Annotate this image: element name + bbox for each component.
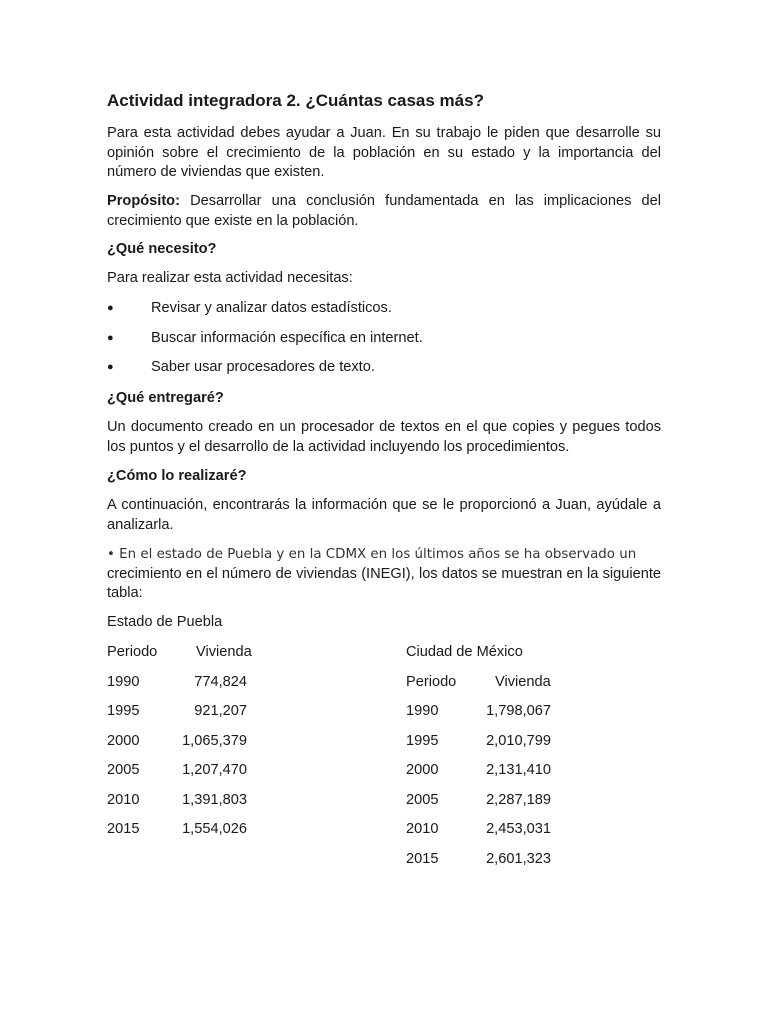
puebla-value: 1,207,470: [182, 762, 247, 778]
document-title: Actividad integradora 2. ¿Cuántas casas más?: [107, 91, 484, 110]
puebla-period: 2010: [107, 792, 140, 808]
bullet-icon: ●: [107, 332, 114, 344]
puebla-value: 1,554,026: [182, 821, 247, 837]
list-item-text: Revisar y analizar datos estadísticos.: [151, 300, 392, 316]
need-heading: ¿Qué necesito?: [107, 241, 217, 257]
cdmx-period: 2000: [406, 762, 439, 778]
cdmx-value: 2,287,189: [486, 792, 551, 808]
purpose-paragraph: [107, 192, 661, 231]
cdmx-value: 2,010,799: [486, 733, 551, 749]
cdmx-value: 2,601,323: [486, 851, 551, 867]
cdmx-value: 1,798,067: [486, 703, 551, 719]
purpose-label: Propósito:: [107, 193, 180, 209]
list-item-text: Buscar información específica en internet.: [151, 330, 423, 346]
document-page: [107, 0, 661, 1024]
purpose-text: Desarrollar una conclusión fundamentada en las implicaciones del crecimiento que existe en la población.: [107, 193, 661, 229]
note-first-line: • En el estado de Puebla y en la CDMX en los últimos años se ha observado un: [107, 547, 637, 562]
cdmx-value: 2,131,410: [486, 762, 551, 778]
puebla-period: 1995: [107, 703, 140, 719]
puebla-value: 774,824: [194, 674, 247, 690]
puebla-value: 921,207: [194, 703, 247, 719]
intro-paragraph: Para esta actividad debes ayudar a Juan. En su trabajo le piden que desarrolle su opinión sobre el crecimiento de la población en su estado y la importancia del número de viviendas que existen.: [107, 125, 661, 180]
puebla-period: 2005: [107, 762, 140, 778]
cdmx-period: 2010: [406, 821, 439, 837]
puebla-header-housing: Vivienda: [196, 644, 252, 660]
bullet-icon: ●: [107, 361, 114, 373]
puebla-header-period: Periodo: [107, 644, 158, 660]
puebla-value: 1,391,803: [182, 792, 247, 808]
cdmx-title: Ciudad de México: [406, 644, 523, 660]
cdmx-period: 1990: [406, 703, 439, 719]
cdmx-period: 2015: [406, 851, 439, 867]
cdmx-period: 2005: [406, 792, 439, 808]
how-paragraph: A continuación, encontrarás la información que se le proporcionó a Juan, ayúdale a analizarla.: [107, 497, 661, 533]
cdmx-period: 1995: [406, 733, 439, 749]
puebla-period: 2015: [107, 821, 140, 837]
note-paragraph: [107, 545, 661, 604]
puebla-value: 1,065,379: [182, 733, 247, 749]
how-heading: ¿Cómo lo realizaré?: [107, 468, 247, 484]
bullet-icon: ●: [107, 302, 114, 314]
deliver-heading: ¿Qué entregaré?: [107, 390, 224, 406]
puebla-period: 2000: [107, 733, 140, 749]
cdmx-value: 2,453,031: [486, 821, 551, 837]
puebla-period: 1990: [107, 674, 140, 690]
need-lead: Para realizar esta actividad necesitas:: [107, 270, 353, 286]
cdmx-header-period: Periodo: [406, 674, 457, 690]
cdmx-header-housing: Vivienda: [495, 674, 551, 690]
note-rest: crecimiento en el número de viviendas (INEGI), los datos se muestran en la siguiente tabla:: [107, 565, 661, 601]
deliver-paragraph: Un documento creado en un procesador de textos en el que copies y pegues todos los puntos y el desarrollo de la actividad incluyendo los procedimientos.: [107, 419, 661, 455]
list-item-text: Saber usar procesadores de texto.: [151, 359, 375, 375]
puebla-title: Estado de Puebla: [107, 614, 223, 630]
